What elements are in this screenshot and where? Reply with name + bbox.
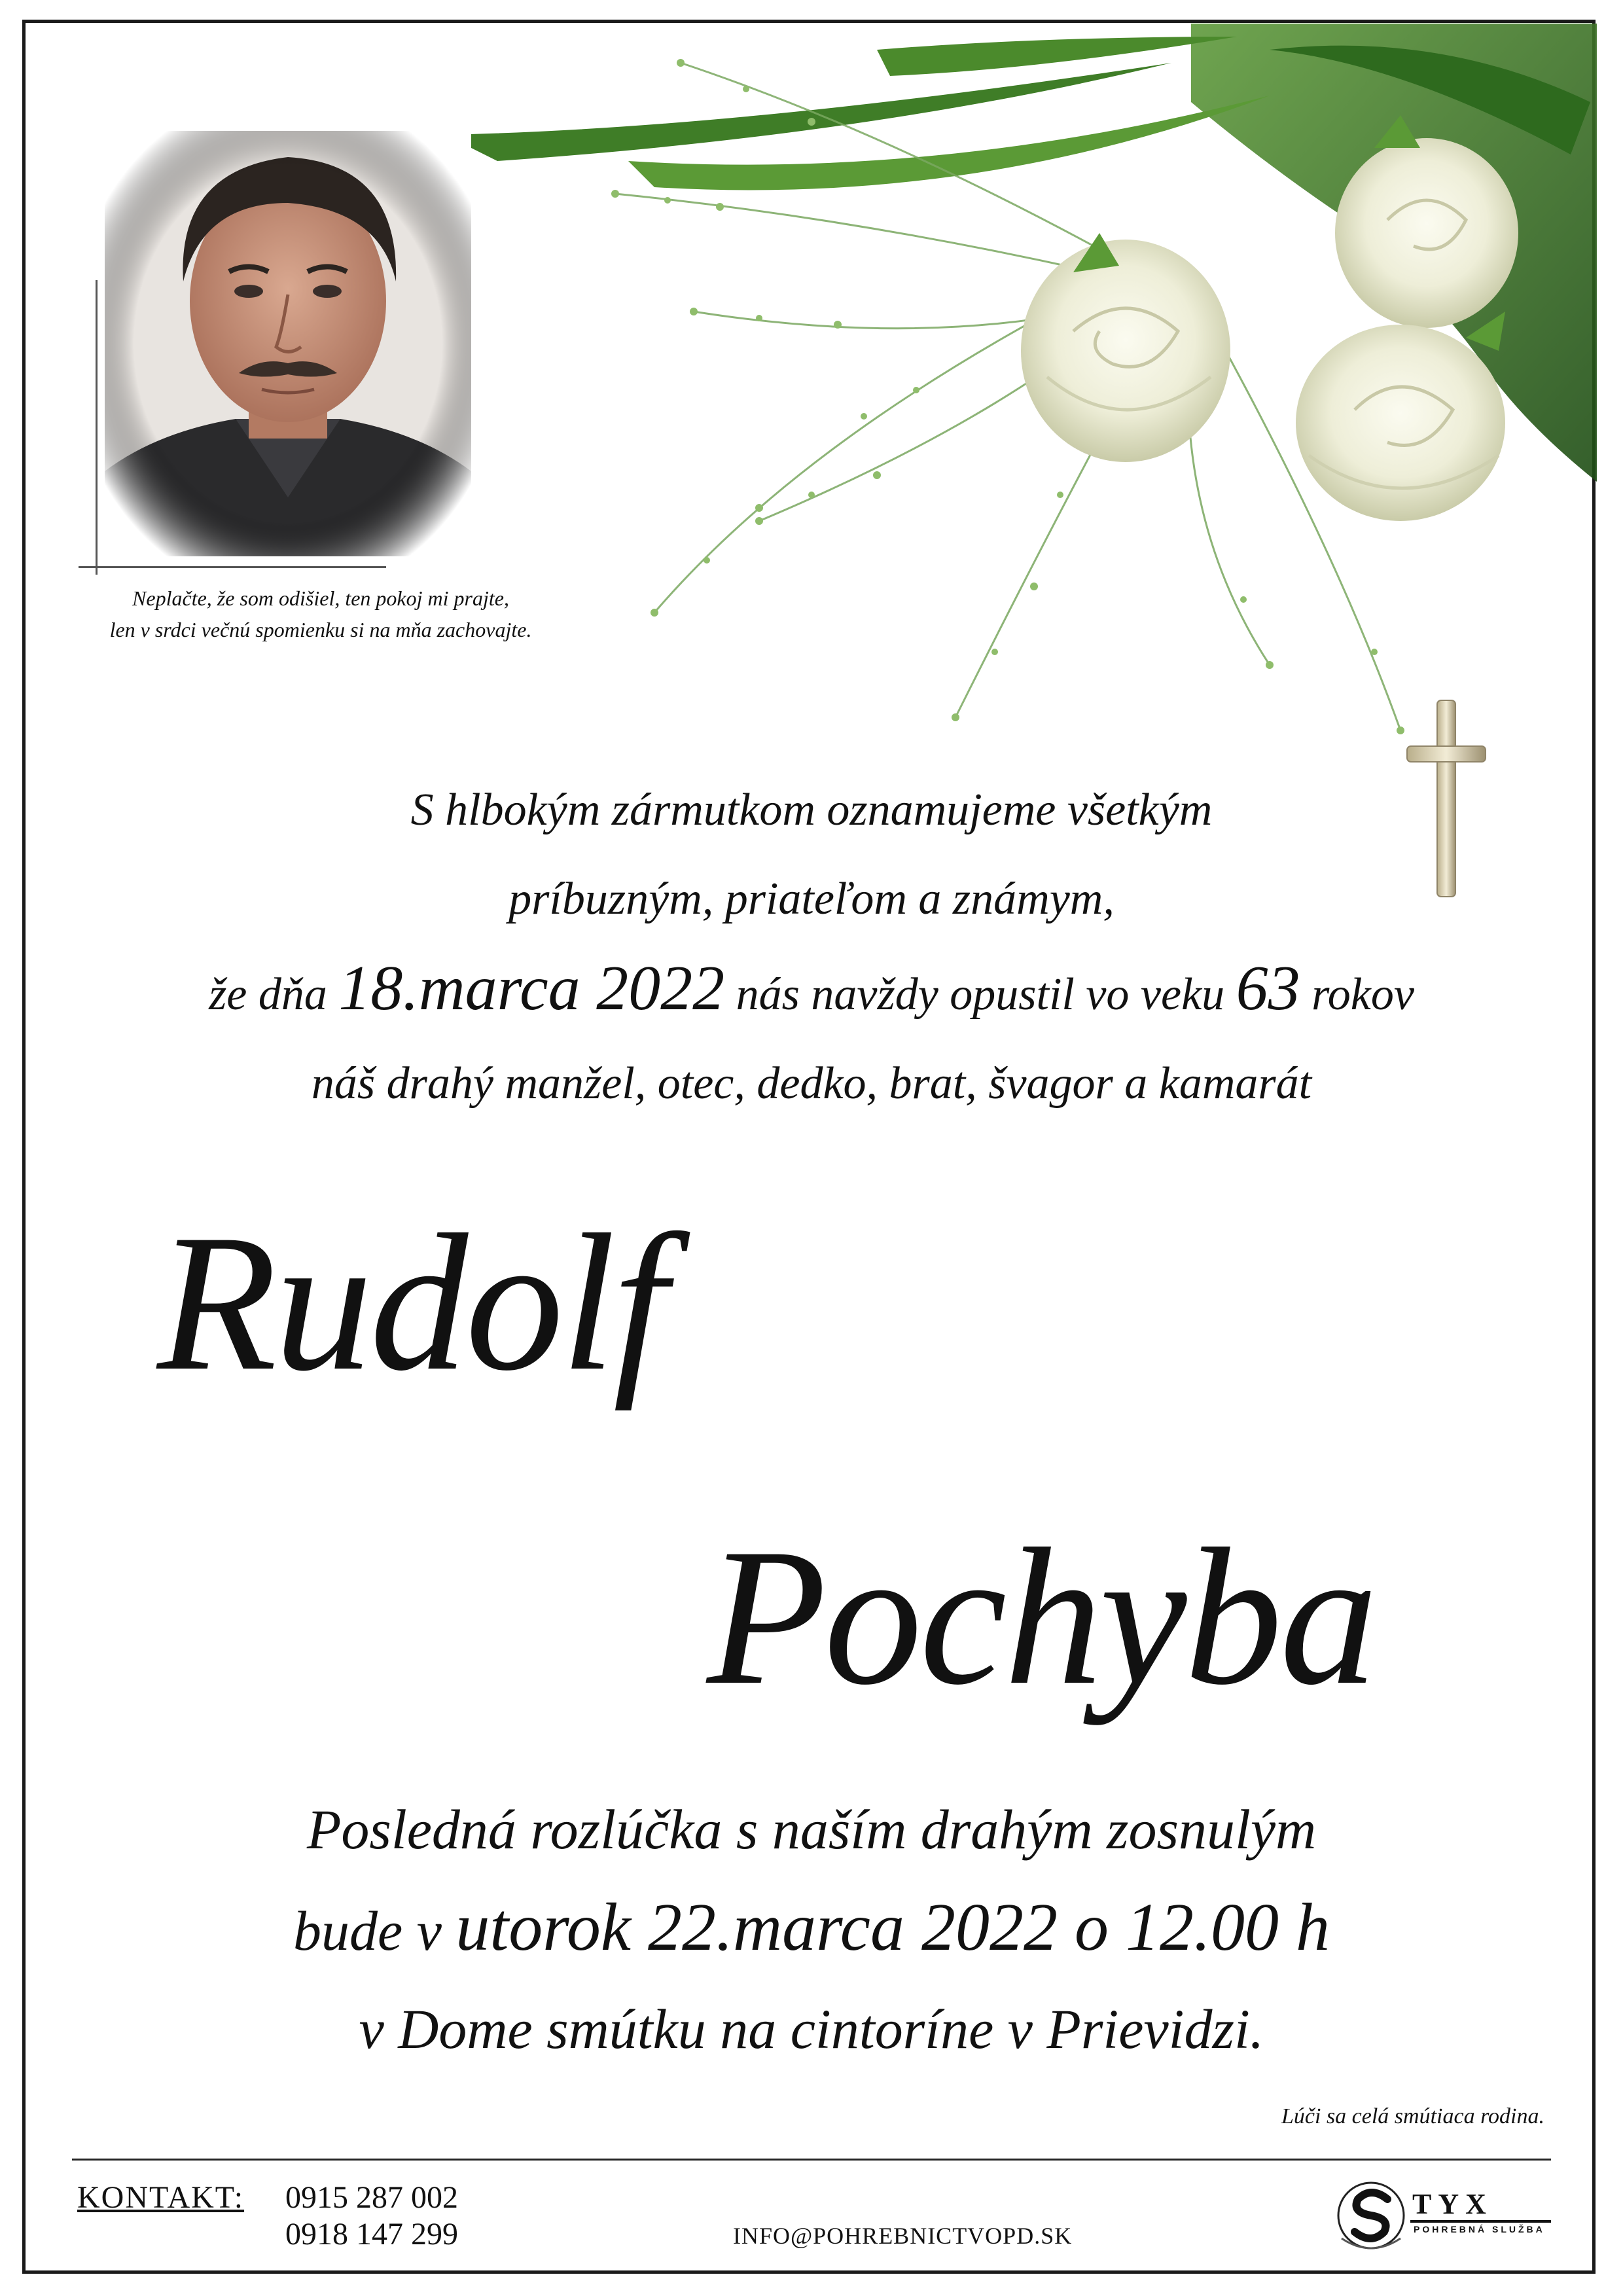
contact-email: INFO@POHREBNICTVOPD.SK (733, 2223, 1073, 2249)
intro-line-3-end: rokov (1300, 969, 1414, 1020)
portrait-photo (105, 131, 471, 556)
deceased-first-name: Rudolf (157, 1194, 665, 1411)
intro-line-4: náš drahý manžel, otec, dedko, brat, švagor a kamarát (311, 1058, 1312, 1109)
logo-name: TYX (1412, 2188, 1493, 2220)
ceremony-datetime: utorok 22.marca 2022 o 12.00 h (455, 1890, 1330, 1965)
ceremony-line-3: v Dome smútku na cintoríne v Prievidzi. (359, 1998, 1264, 2060)
intro-line-3-middle: nás navždy opustil vo veku (724, 969, 1236, 1020)
quote-line-1: Neplačte, že som odišiel, ten pokoj mi prajte, (132, 586, 509, 610)
phone-2: 0918 147 299 (285, 2217, 458, 2251)
white-roses-decoration (419, 24, 1597, 750)
photo-frame-line-vertical (96, 280, 98, 575)
contact-phones (285, 2179, 458, 2253)
family-farewell: Lúči sa celá smútiaca rodina. (1281, 2104, 1544, 2128)
ceremony-line-2-start: bude v (293, 1899, 456, 1962)
deceased-last-name: Pochyba (707, 1508, 1376, 1725)
intro-line-1: S hlbokým zármutkom oznamujeme všetkým (410, 785, 1213, 835)
quote-line-2: len v srdci večnú spomienku si na mňa zachovajte. (109, 618, 532, 641)
age: 63 (1236, 953, 1300, 1024)
memorial-quote (52, 583, 589, 645)
ceremony-line-2 (65, 1878, 1558, 1980)
death-date: 18.marca 2022 (338, 953, 725, 1024)
ceremony-info (65, 1780, 1558, 2078)
photo-frame-line-horizontal (79, 566, 386, 568)
logo-subtitle: POHREBNÁ SLUŽBA (1414, 2224, 1545, 2234)
phone-1: 0915 287 002 (285, 2180, 458, 2215)
announcement-text (65, 766, 1558, 1128)
intro-line-2: príbuzným, priateľom a známym, (508, 874, 1115, 924)
ceremony-line-1: Posledná rozlúčka s naším drahým zosnulým (306, 1798, 1317, 1861)
intro-line-3-start: že dňa (209, 969, 339, 1020)
intro-line-3 (65, 944, 1558, 1039)
contact-label: KONTAKT: (77, 2180, 245, 2215)
footer-divider (72, 2159, 1551, 2161)
